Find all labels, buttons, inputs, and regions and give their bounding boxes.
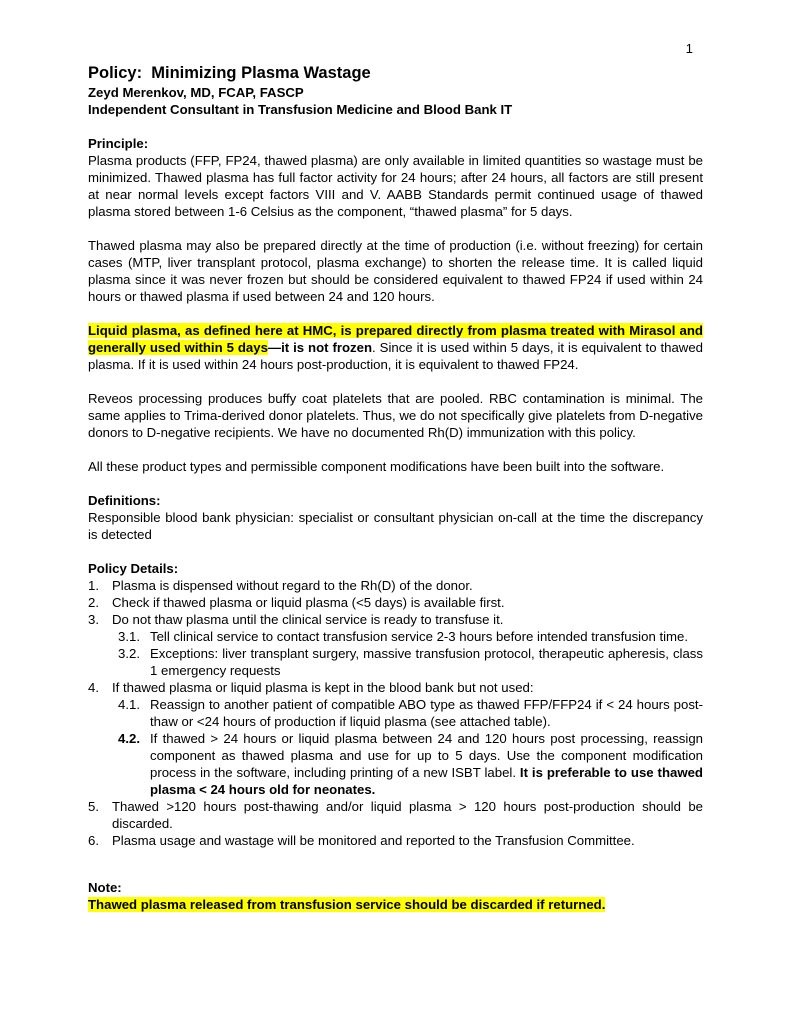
software-paragraph: All these product types and permissible component modifications have been built into the software. [88, 459, 665, 474]
policy-item-5 [88, 798, 703, 832]
item-number: 3.2. [118, 646, 140, 661]
note-heading: Note: [88, 880, 122, 895]
policy-item-3-2 [118, 645, 703, 679]
author-line: Zeyd Merenkov, MD, FCAP, FASCP [88, 85, 304, 100]
item-number: 4. [88, 680, 99, 695]
definitions-heading: Definitions: [88, 493, 161, 508]
definitions-body: Responsible blood bank physician: specialist or consultant physician on-call at the time the discrepancy is detected [88, 510, 703, 542]
policy-item-3-1 [118, 628, 703, 645]
policy-item-3 [88, 611, 703, 628]
item-number: 3.1. [118, 629, 140, 644]
reveos-paragraph: Reveos processing produces buffy coat platelets that are pooled. RBC contamination is minimal. The same applies to Trima-derived donor platelets. Thus, we do not specifically give platelets from D-negative donors to D-negative recipients. We have no documented Rh(D) immunization with this policy. [88, 391, 703, 440]
policy-item-4 [88, 679, 703, 696]
policy-item-1 [88, 577, 703, 594]
item-text: Exceptions: liver transplant surgery, massive transfusion protocol, therapeutic apheresis, class 1 emergency requests [150, 646, 703, 678]
note-highlighted-text: Thawed plasma released from transfusion service should be discarded if returned. [88, 897, 606, 912]
item-number: 2. [88, 595, 99, 610]
principle-paragraph-1: Plasma products (FFP, FP24, thawed plasma) are only available in limited quantities so wastage must be minimized. Thawed plasma has full factor activity for 24 hours; after 24 hours, all factors are still present at near normal levels except factors VIII and V. AABB Standards permit continued usage of thawed plasma stored between 1-6 Celsius as the component, “thawed plasma” for 5 days. [88, 153, 703, 219]
liquid-plasma-paragraph [88, 322, 703, 373]
item-text: Thawed >120 hours post-thawing and/or liquid plasma > 120 hours post-production should be discarded. [112, 799, 703, 831]
highlighted-liquid-plasma-text: Liquid plasma, as defined here at HMC, is prepared directly from plasma treated with Mirasol and generally used within 5 days [88, 323, 703, 355]
item-number: 6. [88, 833, 99, 848]
principle-paragraph-2: Thawed plasma may also be prepared directly at the time of production (i.e. without freezing) for certain cases (MTP, liver transplant protocol, plasma exchange) to shorten the release time. It is called liquid plasma since it was never frozen but should be considered equivalent to thawed FP24 if used within 24 hours or thawed plasma if used between 24 and 120 hours. [88, 238, 703, 304]
item-number: 1. [88, 578, 99, 593]
policy-details-list [88, 577, 703, 849]
item-text-regular: If thawed > 24 hours or liquid plasma between 24 and 120 hours post processing, reassign component as thawed plasma and use for up to 5 days. Use the component modification process in the software, including printing of a new ISBT label. [150, 731, 703, 780]
item-text: Plasma is dispensed without regard to the Rh(D) of the donor. [112, 578, 473, 593]
item-text: Tell clinical service to contact transfusion service 2-3 hours before intended transfusion time. [150, 629, 689, 644]
item-text: Plasma usage and wastage will be monitored and reported to the Transfusion Committee. [112, 833, 635, 848]
item-text: Check if thawed plasma or liquid plasma (<5 days) is available first. [112, 595, 505, 610]
affiliation-line: Independent Consultant in Transfusion Medicine and Blood Bank IT [88, 102, 513, 117]
item-text: Reassign to another patient of compatible ABO type as thawed FFP/FFP24 if < 24 hours post-thaw or <24 hours of production if liquid plasma (see attached table). [150, 697, 703, 729]
policy-item-4-1 [118, 696, 703, 730]
policy-details-heading: Policy Details: [88, 561, 179, 576]
note-section [88, 879, 703, 913]
item-text-bold-neonates: It is preferable to use thawed plasma < 24 hours old for neonates. [150, 765, 703, 797]
principle-heading: Principle: [88, 136, 149, 151]
policy-item-6 [88, 832, 703, 849]
document-title: Policy: Minimizing Plasma Wastage [88, 64, 371, 82]
item-text [150, 730, 703, 798]
note-highlight-line [88, 896, 703, 913]
policy-item-4-2 [118, 730, 703, 798]
liquid-plasma-continuation-text: . Since it is used within 5 days, it is equivalent to thawed plasma. If it is used within 24 hours post-production, it is equivalent to thawed FP24. [88, 340, 703, 372]
page-number: 1 [685, 41, 693, 56]
bold-not-frozen-text: —it is not frozen [267, 340, 373, 355]
policy-item-2 [88, 594, 703, 611]
item-number: 5. [88, 799, 99, 814]
item-number: 3. [88, 612, 99, 627]
item-text: If thawed plasma or liquid plasma is kept in the blood bank but not used: [112, 680, 534, 695]
item-number: 4.2. [118, 731, 140, 746]
item-text: Do not thaw plasma until the clinical service is ready to transfuse it. [112, 612, 504, 627]
item-number: 4.1. [118, 697, 140, 712]
